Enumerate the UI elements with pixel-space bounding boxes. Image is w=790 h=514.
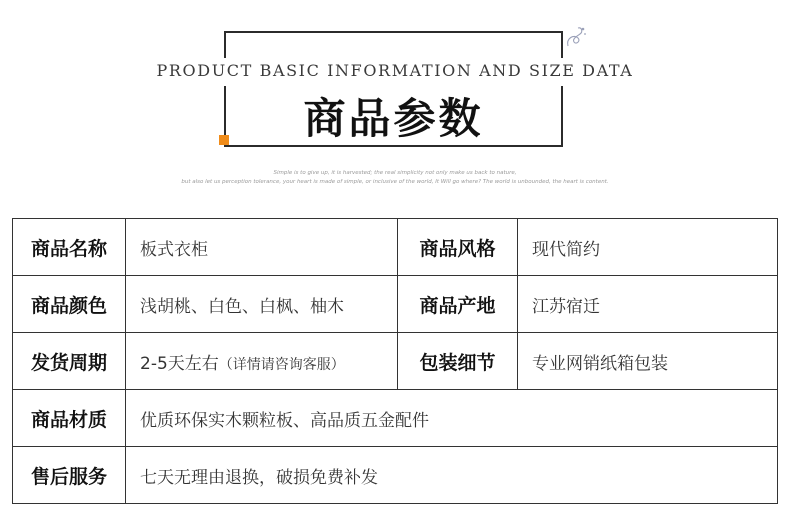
tagline-line-1: Simple is to give up, it is harvested; the real simplicity not only make us back to nature, [273, 170, 517, 176]
label-product-style: 商品风格 [398, 219, 518, 276]
label-shipping-period: 发货周期 [13, 333, 126, 390]
value-product-name: 板式衣柜 [126, 219, 398, 276]
product-info-table [12, 218, 778, 504]
shipping-period-text: 2-5天左右 [140, 353, 219, 374]
swirl-ornament-icon [564, 24, 588, 50]
label-product-name: 商品名称 [13, 219, 126, 276]
value-product-color: 浅胡桃、白色、白枫、柚木 [126, 276, 398, 333]
value-shipping-period [126, 333, 398, 390]
value-after-sales: 七天无理由退换，破损免费补发 [126, 447, 778, 504]
value-product-style: 现代简约 [518, 219, 778, 276]
english-title: PRODUCT BASIC INFORMATION AND SIZE DATA [156, 61, 634, 80]
label-product-color: 商品颜色 [13, 276, 126, 333]
table-row [13, 333, 778, 390]
value-product-origin: 江苏宿迁 [518, 276, 778, 333]
table-row [13, 276, 778, 333]
shipping-period-note: （详情请咨询客服） [218, 356, 345, 373]
chinese-title: 商品参数 [303, 94, 484, 143]
label-after-sales: 售后服务 [13, 447, 126, 504]
orange-accent-square [219, 135, 229, 145]
label-material: 商品材质 [13, 390, 126, 447]
table-row [13, 390, 778, 447]
tagline-line-2: but also let us perception tolerance, your heart is made of simple, or inclusive of the world, It Will go where? The world is unbounded, the heart is content. [181, 179, 609, 185]
label-product-origin: 商品产地 [398, 276, 518, 333]
value-material: 优质环保实木颗粒板、高品质五金配件 [126, 390, 778, 447]
label-packaging: 包装细节 [398, 333, 518, 390]
value-packaging: 专业网销纸箱包装 [518, 333, 778, 390]
table-row [13, 447, 778, 504]
table-row [13, 219, 778, 276]
